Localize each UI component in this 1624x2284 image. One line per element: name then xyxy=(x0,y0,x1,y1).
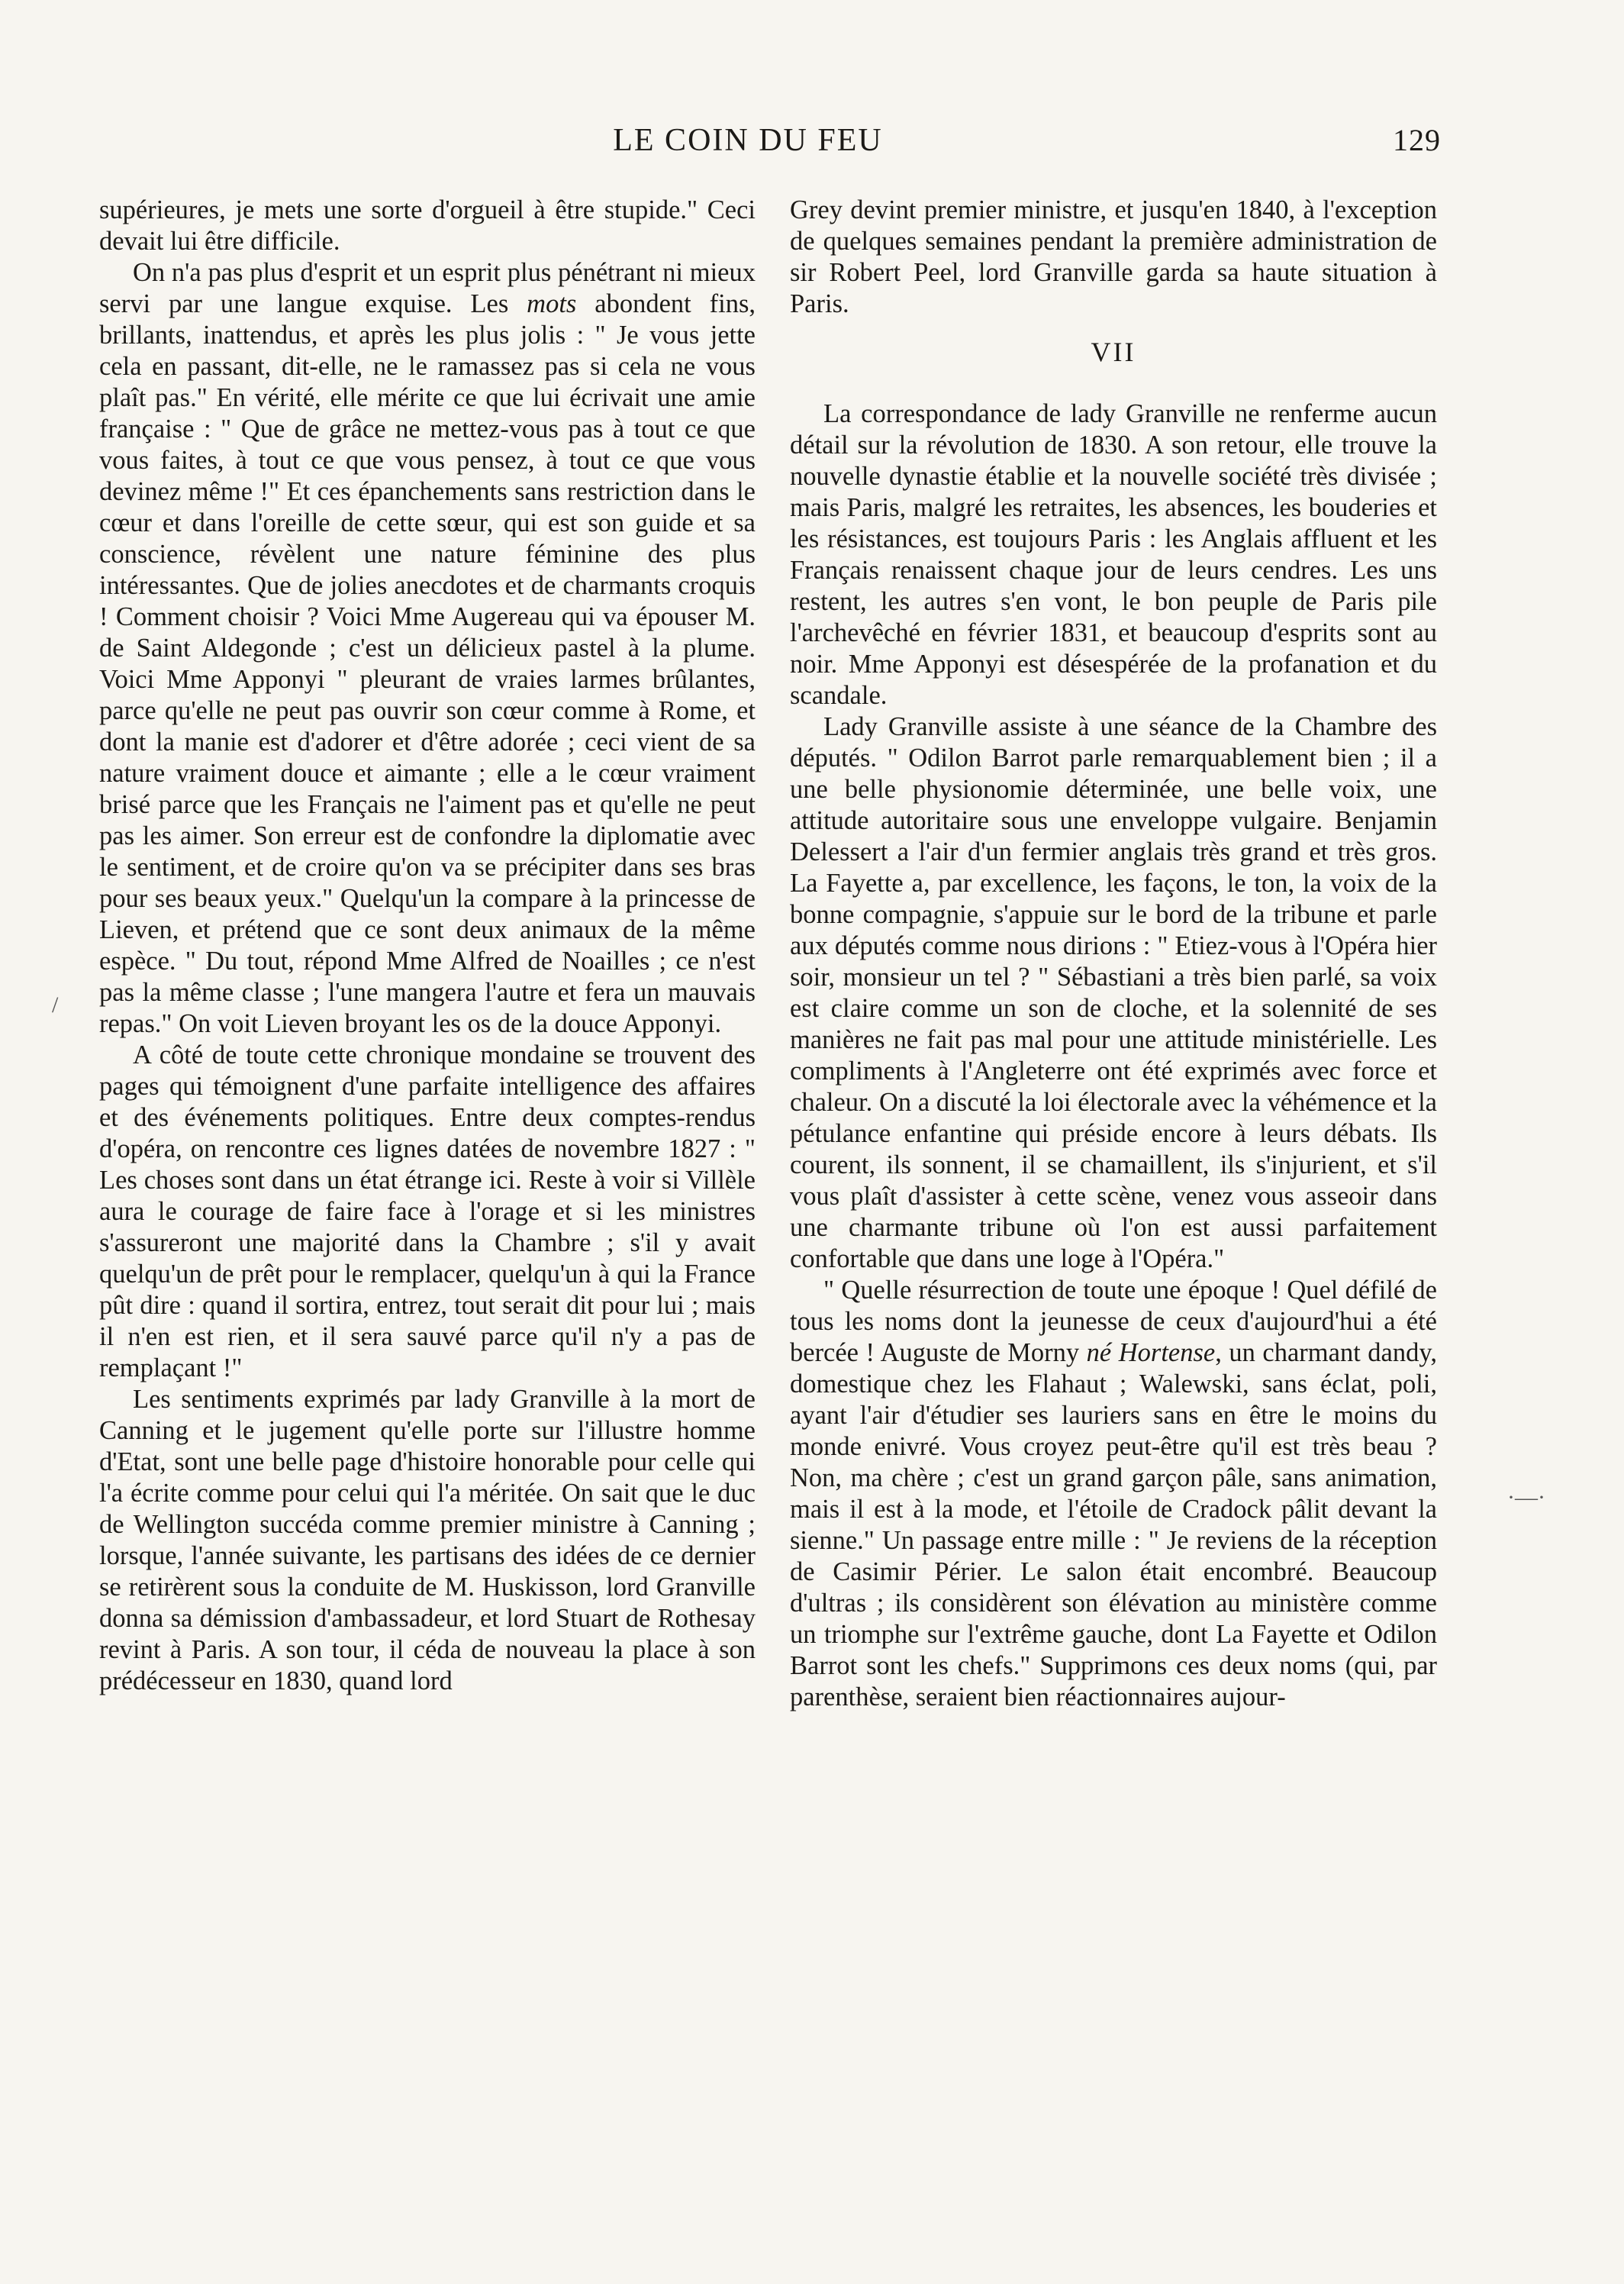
page-header xyxy=(0,122,1624,168)
text-run: Lady Granville assiste à une séance de la Chambre des députés. " Odilon Barrot parle remarquablement bien ; il a une belle physionomie déterminée, une belle voix, une attitude autoritaire sous une enveloppe vulgaire. Benjamin Delessert a l'air d'un fermier anglais très grand et très gros. La Fayette a, par excellence, les façons, le ton, la voix de la bonne compagnie, s'appuie sur le bord de la tribune et parle aux députés comme nous dirions : " Etiez-vous à l'Opéra hier soir, monsieur un tel ? " Sébastiani a très bien parlé, sa voix est claire comme un son de cloche, et la solennité de ses manières ne fait pas mal pour une attitude ministérielle. Les compliments à l'Angleterre ont été exprimés avec force et chaleur. On a discuté la loi électorale avec la véhémence et la pétulance enfantine qui préside encore à leurs débats. Ils courent, ils sonnent, il se chamaillent, ils s'injurient, et s'il vous plaît d'assister à cette scène, venez vous asseoir dans une charmante tribune où l'on est aussi parfaitement confortable que dans une loge à l'Opéra." xyxy=(790,712,1437,1273)
text-run: , un charmant dandy, domestique chez les Flahaut ; Walewski, sans éclat, poli, ayant l'air d'étudier ses lauriers sans en être le moins du monde enivré. Vous croyez peut-être qu'il est très beau ? Non, ma chère ; c'est un grand garçon pâle, sans animation, mais il est à la mode, et l'étoile de Cradock pâlit devant la sienne." Un passage entre mille : " Je reviens de la réception de Casimir Périer. Le salon était encombré. Beaucoup d'ultras ; ils considèrent son élévation au ministère comme un triomphe sur l'extrême gauche, dont La Fayette et Odilon Barrot sont les chefs." Supprimons ces deux noms (qui, par parenthèse, seraient bien réactionnaires aujour- xyxy=(790,1338,1437,1711)
margin-mark-left: / xyxy=(52,992,59,1018)
text-run: " Quelle résurrection de toute une époque ! Quel défilé de tous les noms dont la jeunesse de ceux d'aujourd'hui a été bercée ! Auguste de Morny xyxy=(790,1276,1437,1367)
paragraph: Les sentiments exprimés par lady Granville à la mort de Canning et le jugement qu'elle porte sur l'illustre homme d'Etat, sont une belle page d'histoire honorable pour celle qui l'a écrite comme pour celui qui l'a méritée. On sait que le duc de Wellington succéda comme premier ministre à Canning ; lorsque, l'année suivante, les partisans des idées de ce dernier se retirèrent sous la conduite de M. Huskisson, lord Granville donna sa démission d'ambassadeur, et lord Stuart de Rothesay revint à Paris. A son tour, il céda de nouveau la place à son prédécesseur en 1830, quand lord xyxy=(99,1385,756,1695)
italic-text: mots xyxy=(527,289,577,318)
section-heading: VII xyxy=(1091,337,1136,367)
running-title: LE COIN DU FEU xyxy=(613,123,883,158)
paragraph: A côté de toute cette chronique mondaine se trouvent des pages qui témoignent d'une parfaite intelligence des affaires et des événements politiques. Entre deux comptes-rendus d'opéra, on rencontre ces lignes datées de novembre 1827 : " Les choses sont dans un état étrange ici. Reste à voir si Villèle aura le courage de faire face à l'orage et si les ministres s'assureront une majorité dans la Chambre ; s'il y avait quelqu'un de prêt pour le remplacer, quelqu'un à qui la France pût dire : quand il sortira, entrez, tout serait dit pour lui ; mais il n'en est rien, et il sera sauvé parce qu'il n'y a pas de remplaçant !" xyxy=(99,1040,756,1382)
right-paragraphs xyxy=(790,398,1437,1713)
italic-text: né Hortense xyxy=(1086,1338,1216,1367)
margin-mark-right: ·—· xyxy=(1507,1485,1545,1510)
text-run: abondent fins, brillants, inattendus, et après les plus jolis : " Je vous jette cela en passant, dit-elle, ne le ramassez pas si cela ne vous plaît pas." En vérité, elle mérite ce que lui écrivait une amie française : " Que de grâce ne mettez-vous pas à tout ce que vous faites, à tout ce que vous pensez, à tout ce que vous devinez même !" Et ces épanchements sans restriction dans le cœur et dans l'oreille de cette sœur, qui est son guide et sa conscience, révèlent une nature féminine des plus intéressantes. Que de jolies anecdotes et de charmants croquis ! Comment choisir ? Voici Mme Augereau qui va épouser M. de Saint Aldegonde ; c'est un délicieux pastel à la plume. Voici Mme Apponyi " pleurant de vraies larmes brûlantes, parce qu'elle ne peut pas ouvrir son cœur comme à Rome, et dont la manie est d'adorer et d'être adorée ; ceci vient de sa nature vraiment douce et aimante ; elle a le cœur vraiment brisé parce que les Français ne l'aiment pas et qu'elle ne peut pas les aimer. Son erreur est de confondre la diplomatie avec le sentiment, et de croire qu'on va se précipiter dans ses bras pour ses beaux yeux." Quelqu'un la compare à la princesse de Lieven, et prétend que ce sont deux animaux de la même espèce. " Du tout, répond Mme Alfred de Noailles ; ce n'est pas la même classe ; l'une mangera l'autre et fera un mauvais repas." On voit Lieven broyant les os de la douce Apponyi. xyxy=(99,289,756,1038)
paragraph xyxy=(790,711,1437,1275)
text-run: On n'a pas plus d'esprit et un esprit plus pénétrant ni mieux servi par une langue exquise. Les xyxy=(99,258,756,318)
right-column xyxy=(790,195,1437,1713)
paragraph xyxy=(99,257,756,1040)
paragraph xyxy=(790,398,1437,711)
paragraph-intro: Grey devint premier ministre, et jusqu'en 1840, à l'exception de quelques semaines pendant la première administration de sir Robert Peel, lord Granville garda sa haute situation à Paris. xyxy=(790,195,1437,318)
left-column xyxy=(99,195,756,1697)
paragraph: supérieures, je mets une sorte d'orgueil à être stupide." Ceci devait lui être difficile. xyxy=(99,195,756,256)
page-number: 129 xyxy=(1393,123,1441,157)
text-run: La correspondance de lady Granville ne renferme aucun détail sur la révolution de 1830. A son retour, elle trouve la nouvelle dynastie établie et la nouvelle société très divisée ; mais Paris, malgré les retraites, les absences, les bouderies et les résistances, est toujours Paris : les Anglais affluent et les Français renaissent chaque jour de leurs cendres. Les uns restent, les autres s'en vont, le bon peuple de Paris pile l'archevêché en février 1831, et beaucoup d'esprits sont au noir. Mme Apponyi est désespérée de la profanation et du scandale. xyxy=(790,399,1437,710)
paragraph xyxy=(790,1275,1437,1713)
